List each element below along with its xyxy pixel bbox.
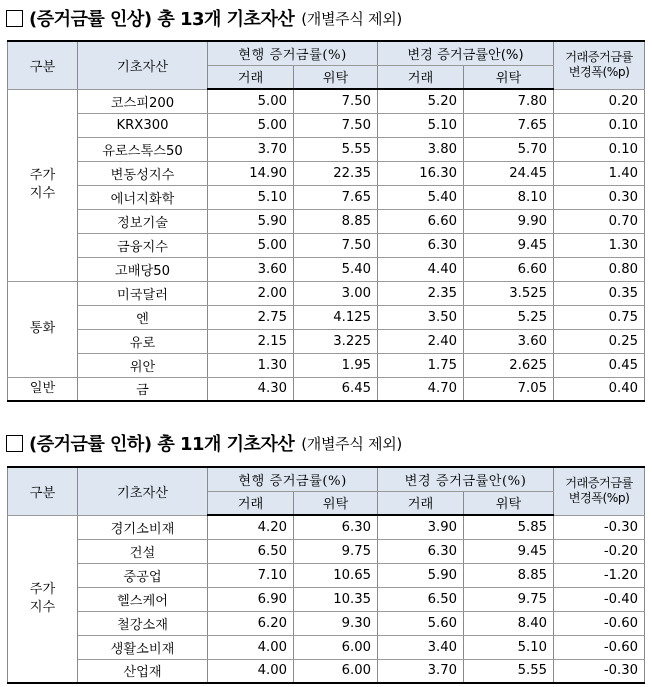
group-label [8, 281, 78, 377]
header-current-trust: 위탁 [294, 65, 378, 89]
group-label-line: 주가 [29, 168, 56, 184]
asset-cell: 고배당50 [78, 257, 208, 281]
margin-decrease-table-body [8, 515, 645, 683]
current-trade-cell: 3.60 [208, 257, 294, 281]
table-row [8, 281, 645, 305]
proposed-trade-cell: 3.40 [378, 635, 464, 659]
current-trade-cell: 5.00 [208, 113, 294, 137]
margin-decrease-table [7, 466, 645, 684]
group-label [8, 377, 78, 401]
group-label-line: 일반 [29, 380, 56, 396]
proposed-trust-cell: 7.05 [464, 377, 554, 401]
group-label-line: 지수 [29, 599, 56, 615]
table-row [8, 515, 645, 539]
current-trade-cell: 6.90 [208, 587, 294, 611]
table-row [8, 329, 645, 353]
header-current-rate: 현행 증거금률(%) [208, 467, 378, 491]
margin-increase-table [7, 40, 645, 402]
current-trust-cell: 6.00 [294, 659, 378, 683]
current-trust-cell: 6.00 [294, 635, 378, 659]
table-row [8, 539, 645, 563]
change-cell: -0.30 [554, 659, 645, 683]
change-cell: -1.20 [554, 563, 645, 587]
change-cell: -0.40 [554, 587, 645, 611]
proposed-trust-cell: 8.40 [464, 611, 554, 635]
current-trust-cell: 22.35 [294, 161, 378, 185]
asset-cell: 엔 [78, 305, 208, 329]
header-asset: 기초자산 [78, 467, 208, 515]
section-up-note: (개별주식 제외) [301, 9, 402, 28]
current-trust-cell: 7.50 [294, 113, 378, 137]
current-trust-cell: 3.225 [294, 329, 378, 353]
current-trust-cell: 1.95 [294, 353, 378, 377]
change-cell: 0.70 [554, 209, 645, 233]
header-proposed-trade: 거래 [378, 491, 464, 515]
asset-cell: 생활소비재 [78, 635, 208, 659]
table-row [8, 305, 645, 329]
asset-cell: 건설 [78, 539, 208, 563]
change-cell: 0.75 [554, 305, 645, 329]
table-row [8, 161, 645, 185]
change-cell: 1.40 [554, 161, 645, 185]
section-up-title-bar [6, 5, 402, 31]
change-cell: 0.30 [554, 185, 645, 209]
change-cell: -0.60 [554, 635, 645, 659]
current-trust-cell: 7.50 [294, 89, 378, 113]
header-proposed-trust: 위탁 [464, 491, 554, 515]
change-cell: 0.80 [554, 257, 645, 281]
header-proposed-rate: 변경 증거금률안(%) [378, 41, 554, 65]
proposed-trust-cell: 5.85 [464, 515, 554, 539]
current-trade-cell: 2.15 [208, 329, 294, 353]
proposed-trust-cell: 2.625 [464, 353, 554, 377]
group-label-line: 주가 [29, 581, 56, 597]
table-row [8, 659, 645, 683]
section-down-title: (증거금률 인하) 총 11개 기초자산 [29, 434, 295, 455]
proposed-trade-cell: 4.70 [378, 377, 464, 401]
table-row [8, 635, 645, 659]
current-trade-cell: 4.00 [208, 635, 294, 659]
header-category: 구분 [8, 467, 78, 515]
proposed-trust-cell: 9.45 [464, 539, 554, 563]
current-trade-cell: 3.70 [208, 137, 294, 161]
asset-cell: 유로 [78, 329, 208, 353]
current-trust-cell: 9.75 [294, 539, 378, 563]
header-change-line1: 거래증거금률 [565, 50, 633, 64]
header-proposed-rate: 변경 증거금률안(%) [378, 467, 554, 491]
header-change-line1: 거래증거금률 [565, 476, 633, 490]
current-trade-cell: 6.50 [208, 539, 294, 563]
proposed-trade-cell: 6.30 [378, 233, 464, 257]
asset-cell: 유로스톡스50 [78, 137, 208, 161]
proposed-trade-cell: 3.50 [378, 305, 464, 329]
proposed-trade-cell: 5.10 [378, 113, 464, 137]
table-row [8, 209, 645, 233]
proposed-trade-cell: 2.40 [378, 329, 464, 353]
proposed-trade-cell: 1.75 [378, 353, 464, 377]
change-cell: -0.30 [554, 515, 645, 539]
change-cell: -0.60 [554, 611, 645, 635]
current-trade-cell: 7.10 [208, 563, 294, 587]
proposed-trade-cell: 3.90 [378, 515, 464, 539]
current-trust-cell: 5.40 [294, 257, 378, 281]
current-trade-cell: 4.00 [208, 659, 294, 683]
proposed-trust-cell: 9.75 [464, 587, 554, 611]
current-trade-cell: 5.90 [208, 209, 294, 233]
proposed-trade-cell: 6.50 [378, 587, 464, 611]
change-cell: 0.45 [554, 353, 645, 377]
current-trade-cell: 4.30 [208, 377, 294, 401]
current-trade-cell: 1.30 [208, 353, 294, 377]
proposed-trade-cell: 5.90 [378, 563, 464, 587]
checkbox-icon [6, 10, 23, 27]
asset-cell: 에너지화학 [78, 185, 208, 209]
proposed-trust-cell: 7.65 [464, 113, 554, 137]
proposed-trust-cell: 5.10 [464, 635, 554, 659]
table-row [8, 185, 645, 209]
asset-cell: 변동성지수 [78, 161, 208, 185]
asset-cell: 금융지수 [78, 233, 208, 257]
section-down-note: (개별주식 제외) [301, 434, 402, 453]
change-cell: 1.30 [554, 233, 645, 257]
proposed-trade-cell: 2.35 [378, 281, 464, 305]
current-trade-cell: 6.20 [208, 611, 294, 635]
table-row [8, 353, 645, 377]
current-trade-cell: 4.20 [208, 515, 294, 539]
current-trade-cell: 5.00 [208, 233, 294, 257]
table-row [8, 137, 645, 161]
proposed-trade-cell: 5.20 [378, 89, 464, 113]
table-row [8, 113, 645, 137]
header-change [554, 467, 645, 515]
header-proposed-trade: 거래 [378, 65, 464, 89]
asset-cell: 경기소비재 [78, 515, 208, 539]
current-trust-cell: 9.30 [294, 611, 378, 635]
current-trust-cell: 8.85 [294, 209, 378, 233]
section-down-title-bar [6, 430, 402, 456]
proposed-trade-cell: 5.60 [378, 611, 464, 635]
header-current-trust: 위탁 [294, 491, 378, 515]
section-up-title: (증거금률 인상) 총 13개 기초자산 [29, 9, 295, 30]
current-trust-cell: 10.35 [294, 587, 378, 611]
header-change-line2: 변경폭(%p) [568, 491, 630, 506]
proposed-trust-cell: 5.25 [464, 305, 554, 329]
asset-cell: 중공업 [78, 563, 208, 587]
current-trust-cell: 7.65 [294, 185, 378, 209]
proposed-trade-cell: 3.80 [378, 137, 464, 161]
table-row [8, 611, 645, 635]
current-trade-cell: 2.00 [208, 281, 294, 305]
current-trade-cell: 14.90 [208, 161, 294, 185]
proposed-trust-cell: 9.90 [464, 209, 554, 233]
header-category: 구분 [8, 41, 78, 89]
proposed-trade-cell: 6.30 [378, 539, 464, 563]
asset-cell: 산업재 [78, 659, 208, 683]
proposed-trust-cell: 8.10 [464, 185, 554, 209]
change-cell: 0.10 [554, 137, 645, 161]
change-cell: 0.35 [554, 281, 645, 305]
change-cell: 0.25 [554, 329, 645, 353]
change-cell: 0.20 [554, 89, 645, 113]
group-label [8, 89, 78, 281]
asset-cell: 코스피200 [78, 89, 208, 113]
change-cell: 0.40 [554, 377, 645, 401]
asset-cell: 위안 [78, 353, 208, 377]
proposed-trust-cell: 9.45 [464, 233, 554, 257]
current-trust-cell: 10.65 [294, 563, 378, 587]
proposed-trade-cell: 6.60 [378, 209, 464, 233]
header-proposed-trust: 위탁 [464, 65, 554, 89]
change-cell: 0.10 [554, 113, 645, 137]
current-trade-cell: 5.10 [208, 185, 294, 209]
asset-cell: 미국달러 [78, 281, 208, 305]
table-row [8, 89, 645, 113]
proposed-trade-cell: 16.30 [378, 161, 464, 185]
current-trust-cell: 6.30 [294, 515, 378, 539]
header-asset: 기초자산 [78, 41, 208, 89]
table-row [8, 257, 645, 281]
proposed-trade-cell: 3.70 [378, 659, 464, 683]
header-change-line2: 변경폭(%p) [568, 65, 630, 80]
proposed-trust-cell: 3.525 [464, 281, 554, 305]
proposed-trust-cell: 7.80 [464, 89, 554, 113]
proposed-trust-cell: 5.70 [464, 137, 554, 161]
header-current-trade: 거래 [208, 65, 294, 89]
table-row [8, 587, 645, 611]
proposed-trust-cell: 5.55 [464, 659, 554, 683]
header-current-trade: 거래 [208, 491, 294, 515]
group-label [8, 515, 78, 683]
current-trust-cell: 6.45 [294, 377, 378, 401]
current-trust-cell: 3.00 [294, 281, 378, 305]
current-trust-cell: 4.125 [294, 305, 378, 329]
change-cell: -0.20 [554, 539, 645, 563]
proposed-trust-cell: 3.60 [464, 329, 554, 353]
table-row [8, 377, 645, 401]
header-change [554, 41, 645, 89]
table-row [8, 233, 645, 257]
group-label-line: 지수 [29, 186, 56, 201]
asset-cell: 헬스케어 [78, 587, 208, 611]
asset-cell: 금 [78, 377, 208, 401]
asset-cell: 철강소재 [78, 611, 208, 635]
proposed-trade-cell: 4.40 [378, 257, 464, 281]
proposed-trade-cell: 5.40 [378, 185, 464, 209]
margin-increase-table-body [8, 89, 645, 401]
current-trust-cell: 7.50 [294, 233, 378, 257]
current-trade-cell: 2.75 [208, 305, 294, 329]
proposed-trust-cell: 24.45 [464, 161, 554, 185]
asset-cell: 정보기술 [78, 209, 208, 233]
current-trust-cell: 5.55 [294, 137, 378, 161]
table-row [8, 563, 645, 587]
proposed-trust-cell: 8.85 [464, 563, 554, 587]
asset-cell: KRX300 [78, 113, 208, 137]
current-trade-cell: 5.00 [208, 89, 294, 113]
proposed-trust-cell: 6.60 [464, 257, 554, 281]
checkbox-icon [6, 435, 23, 452]
header-current-rate: 현행 증거금률(%) [208, 41, 378, 65]
group-label-line: 통화 [29, 321, 56, 337]
